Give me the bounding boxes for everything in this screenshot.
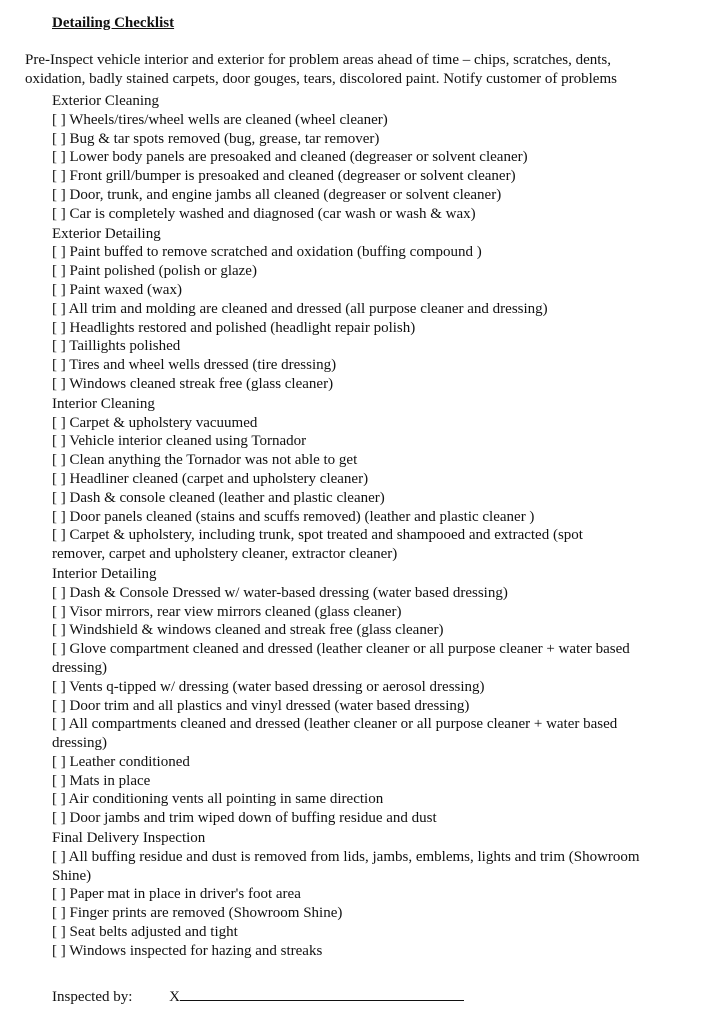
checklist-item [52,375,697,394]
checklist-item-text: [ ] Paint polished (polish or glaze) [52,263,257,280]
intro-paragraph [25,51,695,89]
checklist-item-text: [ ] Front grill/bumper is presoaked and cleaned (degreaser or solvent cleaner) [52,168,516,185]
signature-mark: X [169,989,180,1005]
checklist-item-text: [ ] Carpet & upholstery vacuumed [52,414,258,431]
checklist-item [52,640,697,678]
checklist-item-text: dressing) [52,659,107,676]
checklist-item [52,489,697,508]
checklist-item [52,281,697,300]
checklist-item-text: dressing) [52,735,107,752]
checklist-item [52,697,697,716]
checklist-item-text: [ ] Air conditioning vents all pointing in same direction [52,791,384,808]
checklist-item [52,243,697,262]
checklist-item [52,753,697,772]
checklist-item [52,432,697,451]
checklist-item-text: [ ] Vehicle interior cleaned using Tornador [52,433,307,450]
checklist-item [52,205,697,224]
checklist-item-text: [ ] Headliner cleaned (carpet and upholstery cleaner) [52,470,369,487]
checklist-item [52,337,697,356]
checklist-item-text: [ ] Door jambs and trim wiped down of buffing residue and dust [52,810,437,827]
checklist-item [52,790,697,809]
checklist-section [52,225,697,394]
signature-field [169,987,464,1007]
checklist-item [52,584,697,603]
checklist-item-text: [ ] Leather conditioned [52,753,190,770]
checklist-section [52,565,697,828]
checklist-item [52,414,697,433]
checklist-item-text: [ ] Windows cleaned streak free (glass cleaner) [52,375,334,392]
checklist-item [52,715,697,753]
checklist-item-text: [ ] Finger prints are removed (Showroom Shine) [52,905,343,922]
intro-line: oxidation, badly stained carpets, door gouges, tears, discolored paint. Notify customer of problems [25,71,617,87]
checklist-section [52,829,697,961]
section-heading: Exterior Cleaning [52,93,160,109]
checklist-item [52,904,697,923]
checklist-item-text: [ ] Windows inspected for hazing and streaks [52,942,323,959]
section-heading: Final Delivery Inspection [52,830,206,847]
checklist-item [52,148,697,167]
checklist-item-text: [ ] Door panels cleaned (stains and scuffs removed) (leather and plastic cleaner ) [52,508,535,525]
checklist-section [52,395,697,564]
checklist-sections [52,92,697,961]
checklist-item-text: [ ] Dash & Console Dressed w/ water-based dressing (water based dressing) [52,584,508,601]
page-title: Detailing Checklist [52,15,175,31]
checklist-item-text: [ ] Tires and wheel wells dressed (tire dressing) [52,357,337,374]
checklist-item [52,130,697,149]
checklist-item-text: [ ] Seat belts adjusted and tight [52,924,238,941]
checklist-item-text: [ ] Paint buffed to remove scratched and oxidation (buffing compound ) [52,244,482,261]
inspected-by-row [52,987,464,1007]
checklist-item [52,942,697,961]
checklist-item-text: [ ] Paper mat in place in driver's foot area [52,886,301,903]
checklist-item [52,848,697,886]
checklist-item [52,262,697,281]
checklist-item-text: [ ] All compartments cleaned and dressed (leather cleaner or all purpose cleaner + water based [52,716,618,733]
checklist-item-text: [ ] Paint waxed (wax) [52,281,182,298]
checklist-item-text: [ ] Carpet & upholstery, including trunk, spot treated and shampooed and extracted (spot [52,527,583,544]
checklist-item [52,508,697,527]
checklist-item-text: Shine) [52,867,92,884]
checklist-item-text: [ ] Dash & console cleaned (leather and plastic cleaner) [52,489,385,506]
checklist-item-text: [ ] Door trim and all plastics and vinyl dressed (water based dressing) [52,697,470,714]
checklist-item [52,470,697,489]
section-heading: Interior Cleaning [52,395,155,412]
intro-line: Pre-Inspect vehicle interior and exterior for problem areas ahead of time – chips, scratches, dents, [25,52,612,68]
checklist-item [52,923,697,942]
checklist-item [52,772,697,791]
checklist-item-text: [ ] Door, trunk, and engine jambs all cleaned (degreaser or solvent cleaner) [52,186,502,203]
checklist-item [52,451,697,470]
checklist-item-text: [ ] Lower body panels are presoaked and cleaned (degreaser or solvent cleaner) [52,149,528,166]
checklist-item [52,319,697,338]
checklist-item-text: [ ] Mats in place [52,772,151,789]
checklist-item [52,809,697,828]
checklist-item [52,621,697,640]
checklist-item-text: [ ] Clean anything the Tornador was not able to get [52,452,358,469]
checklist-item [52,526,697,564]
checklist-section [52,92,697,224]
signature-line [180,988,464,1001]
checklist-item-text: [ ] Wheels/tires/wheel wells are cleaned (wheel cleaner) [52,111,388,128]
checklist-item-text: [ ] Visor mirrors, rear view mirrors cleaned (glass cleaner) [52,603,402,620]
checklist-item-text: [ ] Vents q-tipped w/ dressing (water based dressing or aerosol dressing) [52,678,485,695]
checklist-item [52,167,697,186]
checklist-item-text: [ ] Windshield & windows cleaned and streak free (glass cleaner) [52,622,444,639]
section-heading: Interior Detailing [52,565,157,582]
checklist-item [52,186,697,205]
checklist-item [52,885,697,904]
checklist-item-text: [ ] Taillights polished [52,338,181,355]
section-heading: Exterior Detailing [52,225,161,242]
checklist-item-text: [ ] Car is completely washed and diagnosed (car wash or wash & wax) [52,205,476,222]
checklist-item [52,356,697,375]
checklist-item [52,111,697,130]
checklist-item-text: [ ] Glove compartment cleaned and dressed (leather cleaner or all purpose cleaner + water based [52,641,630,658]
inspected-by-label: Inspected by: [52,989,133,1005]
checklist-item [52,603,697,622]
checklist-item-text: [ ] Bug & tar spots removed (bug, grease, tar remover) [52,130,380,147]
checklist-item [52,300,697,319]
checklist-item-text: [ ] All buffing residue and dust is removed from lids, jambs, emblems, lights and trim (Showroom [52,848,640,865]
checklist-item-text: [ ] All trim and molding are cleaned and dressed (all purpose cleaner and dressing) [52,300,548,317]
checklist-item [52,678,697,697]
checklist-item-text: remover, carpet and upholstery cleaner, extractor cleaner) [52,546,398,563]
checklist-item-text: [ ] Headlights restored and polished (headlight repair polish) [52,319,416,336]
